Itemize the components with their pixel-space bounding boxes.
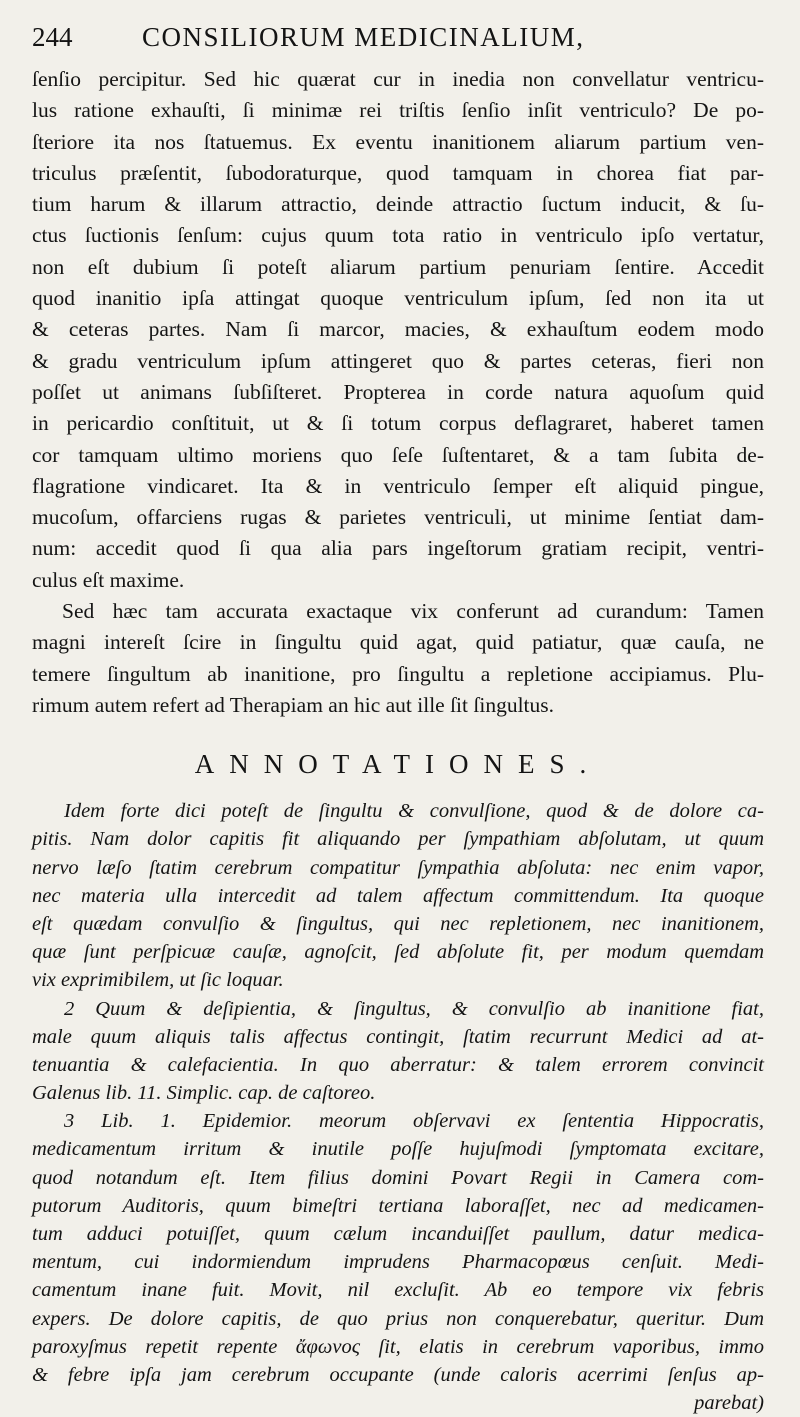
page-number: 244: [32, 22, 73, 52]
text-line: Sed hæc tam accurata exactaque vix conferunt ad curandum: Tamen: [62, 599, 764, 624]
text-line: expers. De dolore capitis, de quo prius non conquerebatur, queritur. Dum: [32, 1307, 764, 1330]
text-line: camentum inane fuit. Movit, nil excluſit. Ab eo tempore vix febris: [32, 1279, 764, 1302]
paragraph-2: [32, 596, 764, 721]
text-line: num: accedit quod ſi qua alia pars ingeſtorum gratiam recipit, ventri-: [32, 536, 764, 561]
text-line: pitis. Nam dolor capitis fit aliquando per ſympathiam abſolutam, ut quum: [32, 828, 764, 851]
text-line: male quum aliquis talis affectus contingit, ſtatim recurrunt Medici ad at-: [32, 1025, 764, 1048]
text-line: culus eſt maxime.: [32, 567, 185, 592]
text-line: triculus præſentit, ſubodoraturque, quod tamquam in chorea fiat par-: [32, 160, 764, 185]
main-text: [32, 64, 764, 721]
text-line: in pericardio conſtituit, ut & ſi totum corpus deflagraret, haberet tamen: [32, 411, 764, 436]
text-line: & febre ipſa jam cerebrum occupante (unde caloris acerrimi ſenſus ap-: [32, 1363, 764, 1386]
text-line: ctus ſuctionis ſenſum: cujus quum tota ratio in ventriculo ipſo vertatur,: [32, 223, 764, 248]
annotation-1: [32, 797, 764, 994]
annotations-text: [32, 797, 764, 1417]
annotation-2: [32, 995, 764, 1108]
text-line: Galenus lib. 11. Simplic. cap. de caſtoreo.: [32, 1082, 376, 1105]
text-line: tum adduci potuiſſet, quum cælum incanduiſſet paullum, datur medica-: [32, 1223, 764, 1246]
text-line: flagratione vindicaret. Ita & in ventriculo ſemper eſt aliquid pingue,: [32, 473, 764, 498]
text-line: cor tamquam ultimo moriens quo ſeſe ſuſtentaret, & a tam ſubita de-: [32, 442, 764, 467]
text-line: ſteriore ita nos ſtatuemus. Ex eventu inanitionem aliarum partium ven-: [32, 129, 764, 154]
text-line: temere ſingultum ab inanitione, pro ſingultu a repletione accipiamus. Plu-: [32, 661, 764, 686]
text-line: parebat): [694, 1392, 764, 1415]
text-line: tium harum & illarum attractio, deinde attractio ſuctum inducit, & ſu-: [32, 192, 764, 217]
running-header: [32, 22, 764, 64]
text-line: non eſt dubium ſi poteſt aliarum partium penuriam ſentire. Accedit: [32, 254, 764, 279]
text-line: magni intereſt ſcire in ſingultu quid agat, quid patiatur, quæ cauſa, ne: [32, 630, 764, 655]
text-line: putorum Auditoris, quum bimeſtri tertiana laboraſſet, nec ad medicamen-: [32, 1194, 764, 1217]
annotations-heading: ANNOTATIONES.: [194, 749, 602, 780]
text-line: nec materia ulla intercedit ad talem affectum committendum. Ita quoque: [32, 884, 764, 907]
text-line: quæ ſunt perſpicuæ cauſæ, agnoſcit, ſed abſolute fit, per modum quemdam: [32, 941, 764, 964]
text-line: rimum autem refert ad Therapiam an hic aut ille ſit ſingultus.: [32, 692, 555, 717]
text-line: quod notandum eſt. Item filius domini Povart Regii in Camera com-: [32, 1166, 764, 1189]
text-line: 2 Quum & deſipientia, & ſingultus, & convulſio ab inanitione fiat,: [64, 997, 764, 1020]
paragraph-1: [32, 64, 764, 596]
text-line: lus ratione exhauſti, ſi minimæ rei triſtis ſenſio inſit ventriculo? De po-: [32, 98, 764, 123]
text-line: & ceteras partes. Nam ſi marcor, macies, & exhauſtum eodem modo: [32, 317, 764, 342]
text-line: medicamentum irritum & inutile poſſe hujuſmodi ſymptomata excitare,: [32, 1138, 764, 1161]
text-line: paroxyſmus repetit repente ἄφωνος ſit, elatis in cerebrum vaporibus, immo: [32, 1335, 764, 1358]
running-title: CONSILIORUM MEDICINALIUM,: [142, 22, 585, 52]
text-line: poſſet ut animans ſubſiſteret. Propterea in corde natura aquoſum quid: [32, 379, 764, 404]
text-line: vix exprimibilem, ut ſic loquar.: [32, 969, 284, 992]
text-line: mucoſum, offarciens rugas & parietes ventriculi, ut minime ſentiat dam-: [32, 505, 764, 530]
annotation-3: [32, 1107, 764, 1417]
text-line: ſenſio percipitur. Sed hic quærat cur in inedia non convellatur ventricu-: [32, 67, 764, 91]
text-line: Idem forte dici poteſt de ſingultu & convulſione, quod & de dolore ca-: [64, 800, 764, 823]
text-line: nervo læſo ſtatim cerebrum compatitur ſympathia abſoluta: nec enim vapor,: [32, 856, 764, 879]
text-line: eſt quædam convulſio & ſingultus, qui nec repletionem, nec inanitionem,: [32, 912, 764, 935]
text-line: quod inanitio ipſa attingat quoque ventriculum ipſum, ſed non ita ut: [32, 286, 764, 311]
text-line: mentum, cui indormiendum imprudens Pharmacopœus cenſuit. Medi-: [32, 1251, 764, 1274]
text-line: & gradu ventriculum ipſum attingeret quo & partes ceteras, fieri non: [32, 348, 764, 373]
text-line: tenuantia & calefacientia. In quo aberratur: & talem errorem convincit: [32, 1053, 764, 1076]
text-line: 3 Lib. 1. Epidemior. meorum obſervavi ex ſententia Hippocratis,: [64, 1110, 764, 1133]
